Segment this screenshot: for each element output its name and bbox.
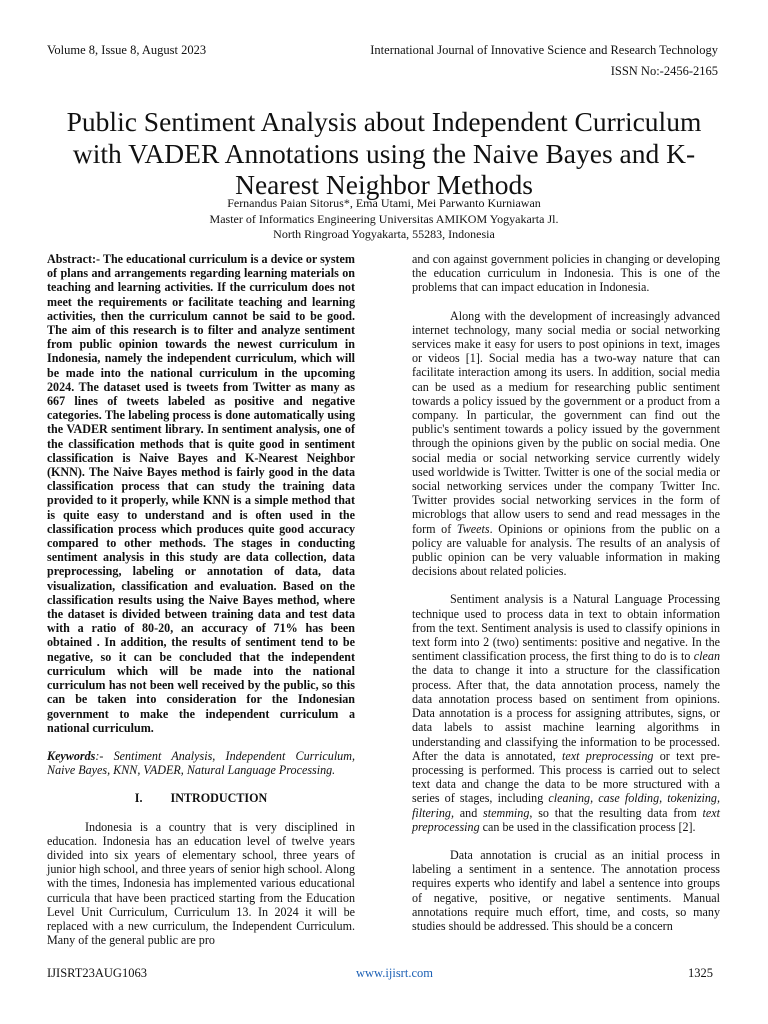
p3-text-f: can be used in the classification process [2].: [479, 819, 696, 834]
header-journal: International Journal of Innovative Science and Research Technology: [370, 43, 718, 57]
p3-text-e: , so that the resulting data from: [529, 805, 703, 820]
p2-text-a: Along with the development of increasingly advanced internet technology, many social media or social networking services make it easy for users to post opinions in text, images or videos [1]. Social media has a two-way nature that can facilitate interaction among its users. In addition, social media can be used as a medium for researching public sentiment towards a policy issued by the government or a product from a company. In particular, the government can find out the public's sentiment towards a policy issued by the government through the opinions given by the public on social media. One social media or social networking service currently widely used worldwide is Twitter. Twitter is one of the social media or social networking services under the company Twitter Inc. Twitter provides social networking services in the form of microblogs that allow users to send and read messages in the form of: [412, 308, 720, 536]
p3-text-preprocessing-italic-2: text preprocessing: [412, 805, 720, 834]
intro-paragraph-3: [412, 592, 720, 833]
footer-code: IJISRT23AUG1063: [47, 966, 147, 980]
intro-paragraph-2: [412, 309, 720, 579]
footer-page-number: 1325: [688, 966, 713, 980]
header-issn: ISSN No:-2456-2165: [610, 64, 718, 78]
section-number: I.: [134, 791, 143, 806]
footer-url-link[interactable]: www.ijisrt.com: [356, 966, 433, 980]
p2-text-b: . Opinions or opinions from the public on a policy are valuable for analysis. The results of an analysis of public opinion can be very valuable information in making decisions about related policies.: [412, 521, 720, 579]
p3-text-b: the data to change it into a structure for the classification process. After that, the data annotation process, namely the data annotation process based on sentiment from opinions. Data annotation is a process for assigning attributes, signs, or data labels to assist machine learning algorithms in understanding and classifying the information to be processed. After the data is annotated,: [412, 663, 720, 763]
intro-paragraph-1: Indonesia is a country that is very disciplined in education. Indonesia has an education level of twelve years divided into six years of elementary school, three years of junior high school, and three years of senior high school. Along with the times, Indonesia has implemented various educational curricula that have been practiced starting from the Education Level Unit Curriculum, Curriculum 13. In 2024 it will be replaced with a new curriculum, the Independent Curriculum. Many of the general public are pro: [47, 819, 355, 948]
p3-text-c: or text pre-processing is performed. This process is carried out to select text data and change the data to be more structured with a series of stages, including: [412, 748, 721, 806]
left-column: [47, 252, 355, 947]
p3-text-a: Sentiment analysis is a Natural Language Processing technique used to process data in text to obtain information from the text. Sentiment analysis is used to classify opinions in text form into 2 (two) sentiments: positive and negative. In the sentiment classification process, the first thing to do is to: [412, 592, 720, 664]
keywords-label: Keywords: [47, 748, 96, 763]
author-affiliation-2: North Ringroad Yogyakarta, 55283, Indonesia: [273, 227, 495, 241]
p3-text-d: and: [454, 805, 484, 820]
section-heading-introduction: [47, 791, 355, 805]
author-block: [40, 196, 728, 243]
right-column: [412, 252, 720, 933]
abstract: Abstract:- The educational curriculum is a device or system of plans and arrangements regarding learning materials on teaching and learning activities. If the curriculum does not meet the requirements or facilitate teaching and learning activities, then the curriculum cannot be said to be good. The aim of this research is to filter and analyze sentiment from public opinion towards the newest curriculum in Indonesia, namely the independent curriculum, which will be made into the national curriculum in the upcoming 2024. The dataset used is tweets from Twitter as many as 667 lines of tweets labeled as positive and negative categories. The labeling process is done automatically using the VADER sentiment library. In sentiment analysis, one of the classification methods that is quite good in sentiment classification is Naive Bayes and K-Nearest Neighbor (KNN). The Naive Bayes method is fairly good in the data classification process that can study the training data provided to it properly, while KNN is a simple method that is quite easy to understand and is often used in the classification process which produces quite good accuracy compared to other methods. The stages in conducting sentiment analysis in this study are data collection, data preprocessing, labeling or annotation of data, data visualization, classification and evaluation. Based on the classification results using the Naive Bayes method, where the dataset is divided between training data and test data with a ratio of 80-20, an accuracy of 71% has been obtained . In addition, the results of sentiment tend to be negative, so it can be concluded that the independent curriculum which will be made into the national curriculum has not been well received by the public, so this can be taken into consideration for the Indonesian government to make the independent curriculum a national curriculum.: [47, 252, 355, 735]
p3-stemming-italic: stemming: [483, 805, 530, 820]
p2-tweets-italic: Tweets: [456, 521, 490, 536]
p3-stages-italic: cleaning, case folding, tokenizing, filtering,: [412, 791, 721, 820]
header-volume: Volume 8, Issue 8, August 2023: [47, 43, 207, 57]
keywords-text: :- Sentiment Analysis, Independent Curriculum, Naive Bayes, KNN, VADER, Natural Language Processing.: [47, 748, 355, 778]
intro-paragraph-4: Data annotation is crucial as an initial process in labeling a sentiment in a sentence. The annotation process requires experts who identify and label a sentence into groups of negative, positive, or negative sentiments. Manual annotations require much effort, time, and costs, so many studies should be addressed. This should be a concern: [412, 847, 720, 933]
p3-text-preprocessing-italic: text preprocessing: [562, 748, 654, 763]
section-title: INTRODUCTION: [170, 791, 268, 806]
author-names: Fernandus Paian Sitorus*, Ema Utami, Mei Parwanto Kurniawan: [227, 196, 541, 210]
p3-clean-italic: clean: [693, 649, 720, 664]
intro-paragraph-1-continued: and con against government policies in changing or developing the education curriculum in Indonesia. This is one of the problems that can impact education in Indonesia.: [412, 252, 720, 295]
keywords: [47, 749, 355, 777]
author-affiliation-1: Master of Informatics Engineering Universitas AMIKOM Yogyakarta Jl.: [209, 211, 559, 226]
paper-title: Public Sentiment Analysis about Independent Curriculum with VADER Annotations using the Naive Bayes and K-Nearest Neighbor Methods: [66, 106, 702, 201]
